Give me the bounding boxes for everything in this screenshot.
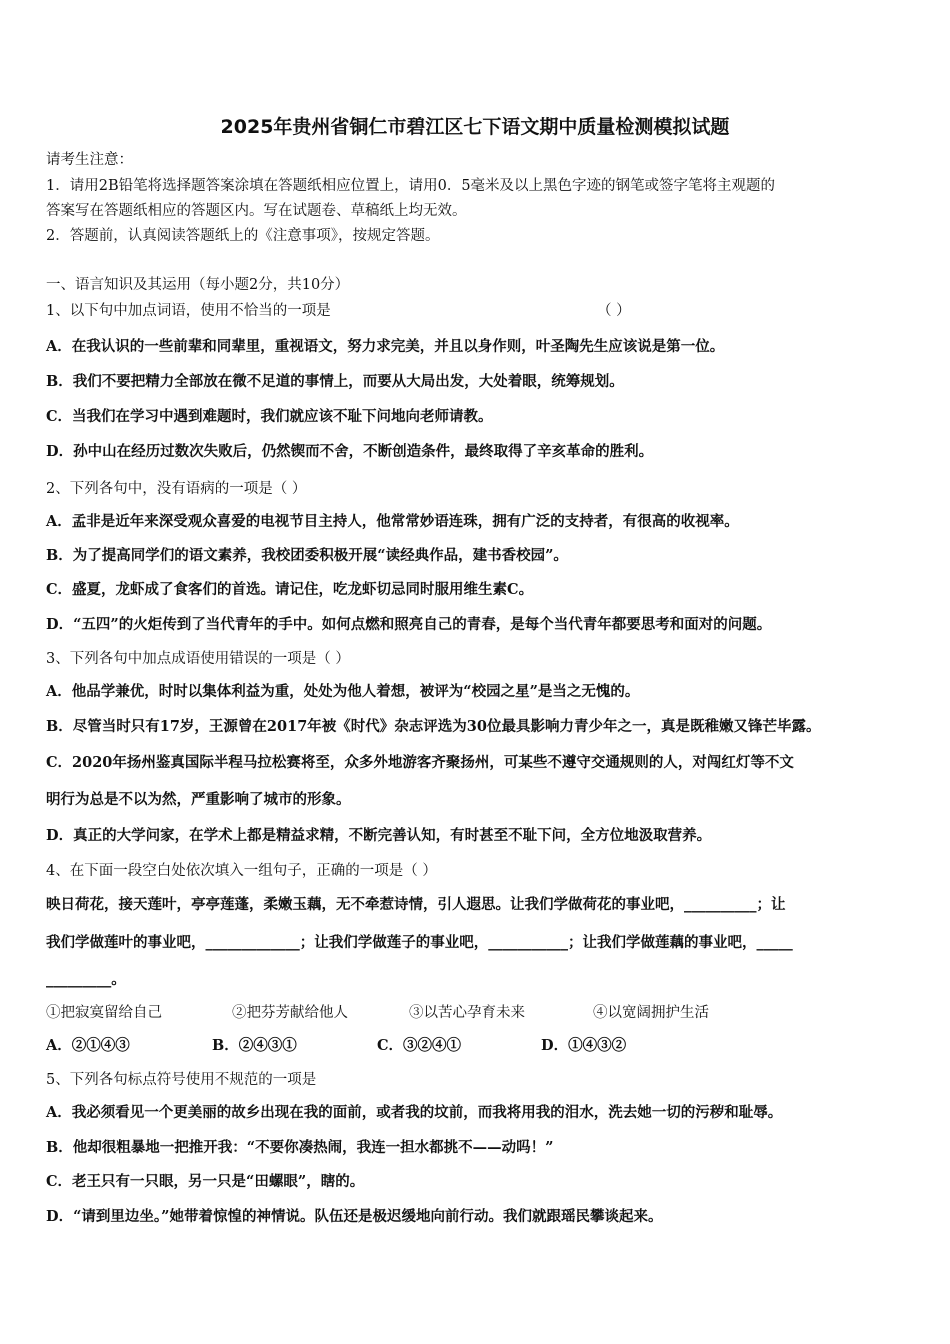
- option: C．老王只有一只眼，另一只是“田螺眼”，瞎的。: [46, 1173, 365, 1190]
- notice-line: 2．答题前，认真阅读答题纸上的《注意事项》，按规定答题。: [46, 228, 440, 244]
- option: C．2020年扬州鉴真国际半程马拉松赛将至，众多外地游客齐聚扬州，可某些不遵守交通规则的人，对闯红灯等不文: [46, 754, 794, 771]
- choice: C．③②④①: [377, 1037, 462, 1054]
- option: D．真正的大学问家，在学术上都是精益求精，不断完善认知，有时甚至不耻下问，全方位地汲取营养。: [46, 827, 712, 844]
- question-stem: 1、以下句中加点词语，使用不恰当的一项是: [46, 303, 331, 319]
- question-stem: 5、下列各句标点符号使用不规范的一项是: [46, 1072, 317, 1088]
- option: C．盛夏，龙虾成了食客们的首选。请记住，吃龙虾切忌同时服用维生素C。: [46, 581, 534, 598]
- option: C．当我们在学习中遇到难题时，我们就应该不耻下问地向老师请教。: [46, 408, 493, 425]
- choice: A．②①④③: [46, 1037, 130, 1054]
- option: B．我们不要把精力全部放在微不足道的事情上，而要从大局出发，大处着眼，统筹规划。: [46, 373, 624, 390]
- sentence-item: ④以宽阔拥护生活: [593, 1005, 709, 1021]
- choice: B．②④③①: [212, 1037, 297, 1054]
- option: D．“请到里边坐。”她带着惊惶的神情说。队伍还是极迟缓地向前行动。我们就跟瑶民攀谈起来。: [46, 1208, 663, 1225]
- notice-heading: 请考生注意：: [46, 152, 133, 168]
- option: D．孙中山在经历过数次失败后，仍然锲而不舍，不断创造条件，最终取得了辛亥革命的胜利。: [46, 443, 654, 460]
- page-title: 2025年贵州省铜仁市碧江区七下语文期中质量检测模拟试题: [220, 116, 730, 138]
- sentence-item: ①把寂寞留给自己: [46, 1005, 162, 1021]
- passage-line: 映日荷花，接天莲叶，亭亭莲蓬，柔嫩玉藕，无不牵惹诗情，引人遐思。让我们学做荷花的事业吧，__________；让: [46, 896, 786, 913]
- notice-line: 1．请用2B铅笔将选择题答案涂填在答题纸相应位置上，请用0．5毫米及以上黑色字迹的钢笔或签字笔将主观题的: [46, 178, 776, 194]
- option: A．孟非是近年来深受观众喜爱的电视节目主持人，他常常妙语连珠，拥有广泛的支持者，有很高的收视率。: [46, 513, 739, 530]
- passage-line: 我们学做莲叶的事业吧，_____________；让我们学做莲子的事业吧，___________；让我们学做莲藕的事业吧，_____: [46, 934, 793, 951]
- option: A．我必须看见一个更美丽的故乡出现在我的面前，或者我的坟前，而我将用我的泪水，洗去她一切的污秽和耻辱。: [46, 1104, 783, 1121]
- sentence-item: ③以苦心孕育未来: [409, 1005, 525, 1021]
- sentence-item: ②把芬芳献给他人: [232, 1005, 348, 1021]
- question-stem: 4、在下面一段空白处依次填入一组句子，正确的一项是（ ）: [46, 863, 437, 879]
- option: B．为了提高同学们的语文素养，我校团委积极开展“读经典作品，建书香校园”。: [46, 547, 568, 564]
- passage-line: _________。: [46, 971, 126, 988]
- option: B．尽管当时只有17岁，王源曾在2017年被《时代》杂志评选为30位最具影响力青少年之一，真是既稚嫩又锋芒毕露。: [46, 718, 821, 735]
- option: D．“五四”的火炬传到了当代青年的手中。如何点燃和照亮自己的青春，是每个当代青年都要思考和面对的问题。: [46, 616, 772, 633]
- notice-line: 答案写在答题纸相应的答题区内。写在试题卷、草稿纸上均无效。: [46, 203, 467, 219]
- question-stem: 3、下列各句中加点成语使用错误的一项是（ ）: [46, 651, 350, 667]
- option-continuation: 明行为总是不以为然，严重影响了城市的形象。: [46, 791, 351, 808]
- option: B．他却很粗暴地一把推开我：“不要你凑热闹，我连一担水都挑不——动吗！”: [46, 1139, 554, 1156]
- answer-parentheses: （ ）: [597, 303, 631, 319]
- option: A．在我认识的一些前辈和同辈里，重视语文，努力求完美，并且以身作则，叶圣陶先生应该说是第一位。: [46, 338, 725, 355]
- question-stem: 2、下列各句中，没有语病的一项是（ ）: [46, 481, 307, 497]
- option: A．他品学兼优，时时以集体利益为重，处处为他人着想，被评为“校园之星”是当之无愧的。: [46, 683, 640, 700]
- section-heading: 一、语言知识及其运用（每小题2分，共10分）: [46, 277, 350, 293]
- choice: D．①④③②: [541, 1037, 627, 1054]
